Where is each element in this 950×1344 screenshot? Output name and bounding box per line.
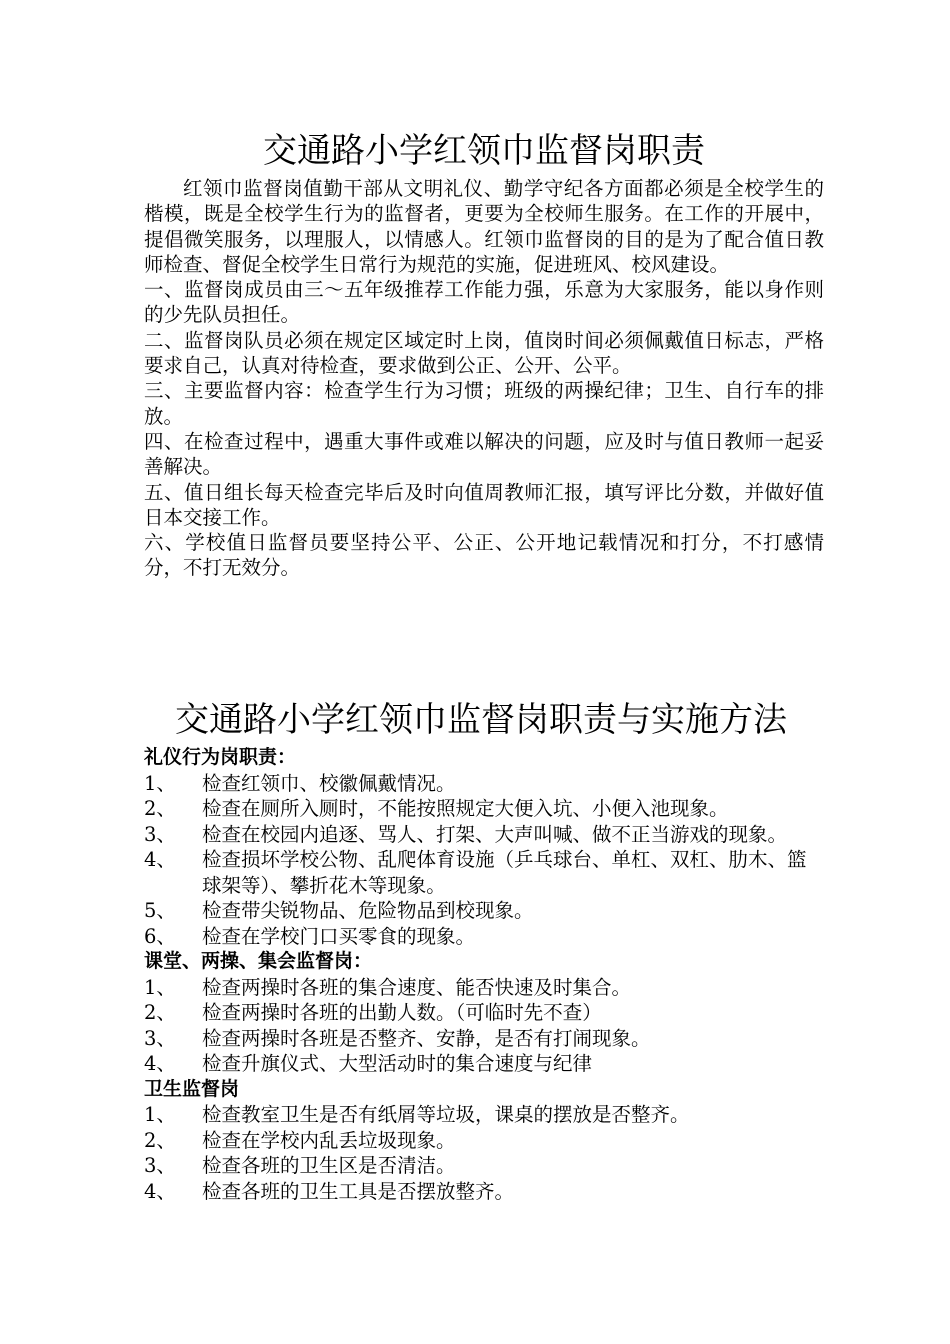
duty-item-6: 六、学校值日监督员要坚持公平、公正、公开地记载情况和打分，不打感情分，不打无效分。 [144, 531, 824, 580]
duty-item-1: 一、监督岗成员由三～五年级推荐工作能力强，乐意为大家服务，能以身作则的少先队员担任。 [144, 278, 824, 327]
section-title: 交通路小学红领巾监督岗职责与实施方法 [175, 700, 787, 740]
list-item: 3、 检查在校园内追逐、骂人、打架、大声叫喊、做不正当游戏的现象。 [144, 822, 788, 846]
group-heading-hygiene: 卫生监督岗 [144, 1077, 240, 1100]
page-title: 交通路小学红领巾监督岗职责 [263, 131, 705, 171]
group-heading-assembly: 课堂、两操、集会监督岗： [144, 950, 373, 972]
list-item: 2、 检查在厕所入厕时，不能按照规定大便入坑、小便入池现象。 [144, 797, 729, 820]
list-item: 4、 检查损坏学校公物、乱爬体育设施（乒乓球台、单杠、双杠、肋木、篮球架等）、攀折花木等现象。 [144, 848, 807, 897]
list-item: 4、 检查升旗仪式、大型活动时的集合速度与纪律 [144, 1052, 593, 1075]
duty-item-2: 二、监督岗队员必须在规定区域定时上岗，值岗时间必须佩戴值日标志，严格要求自己，认真对待检查，要求做到公正、公开、公平。 [144, 328, 824, 378]
method-section [144, 697, 824, 1204]
duty-item-5: 五、值日组长每天检查完毕后及时向值周教师汇报，填写评比分数，并做好值日本交接工作。 [144, 480, 824, 529]
list-item: 3、 检查各班的卫生区是否清洁。 [144, 1154, 456, 1177]
list-item: 3、 检查两操时各班是否整齐、安静，是否有打闹现象。 [144, 1026, 651, 1050]
list-item: 2、 检查两操时各班的出勤人数。（可临时先不查） [144, 1001, 602, 1024]
list-item: 1、 检查两操时各班的集合速度、能否快速及时集合。 [144, 975, 632, 999]
list-item: 5、 检查带尖锐物品、危险物品到校现象。 [144, 899, 534, 922]
intro-paragraph: 红领巾监督岗值勤干部从文明礼仪、勤学守纪各方面都必须是全校学生的楷模，既是全校学生行为的监督者，更要为全校师生服务。在工作的开展中，提倡微笑服务，以理服人，以情感人。红领巾监督岗的目的是为了配合值日教师检查、督促全校学生日常行为规范的实施，促进班风、校风建设。 [144, 177, 824, 276]
list-item: 2、 检查在学校内乱丢垃圾现象。 [144, 1128, 456, 1152]
list-item: 4、 检查各班的卫生工具是否摆放整齐。 [144, 1179, 515, 1203]
list-item: 1、 检查教室卫生是否有纸屑等垃圾，课桌的摆放是否整齐。 [144, 1103, 690, 1126]
group-heading-etiquette: 礼仪行为岗职责： [144, 746, 297, 768]
duty-item-3: 三、主要监督内容：检查学生行为习惯；班级的两操纪律；卫生、自行车的排放。 [144, 379, 824, 428]
list-item: 6、 检查在学校门口买零食的现象。 [144, 924, 476, 948]
duty-section [144, 128, 824, 581]
duty-item-4: 四、在检查过程中，遇重大事件或难以解决的问题，应及时与值日教师一起妥善解决。 [144, 429, 824, 479]
list-item: 1、 检查红领巾、校徽佩戴情况。 [144, 771, 456, 795]
